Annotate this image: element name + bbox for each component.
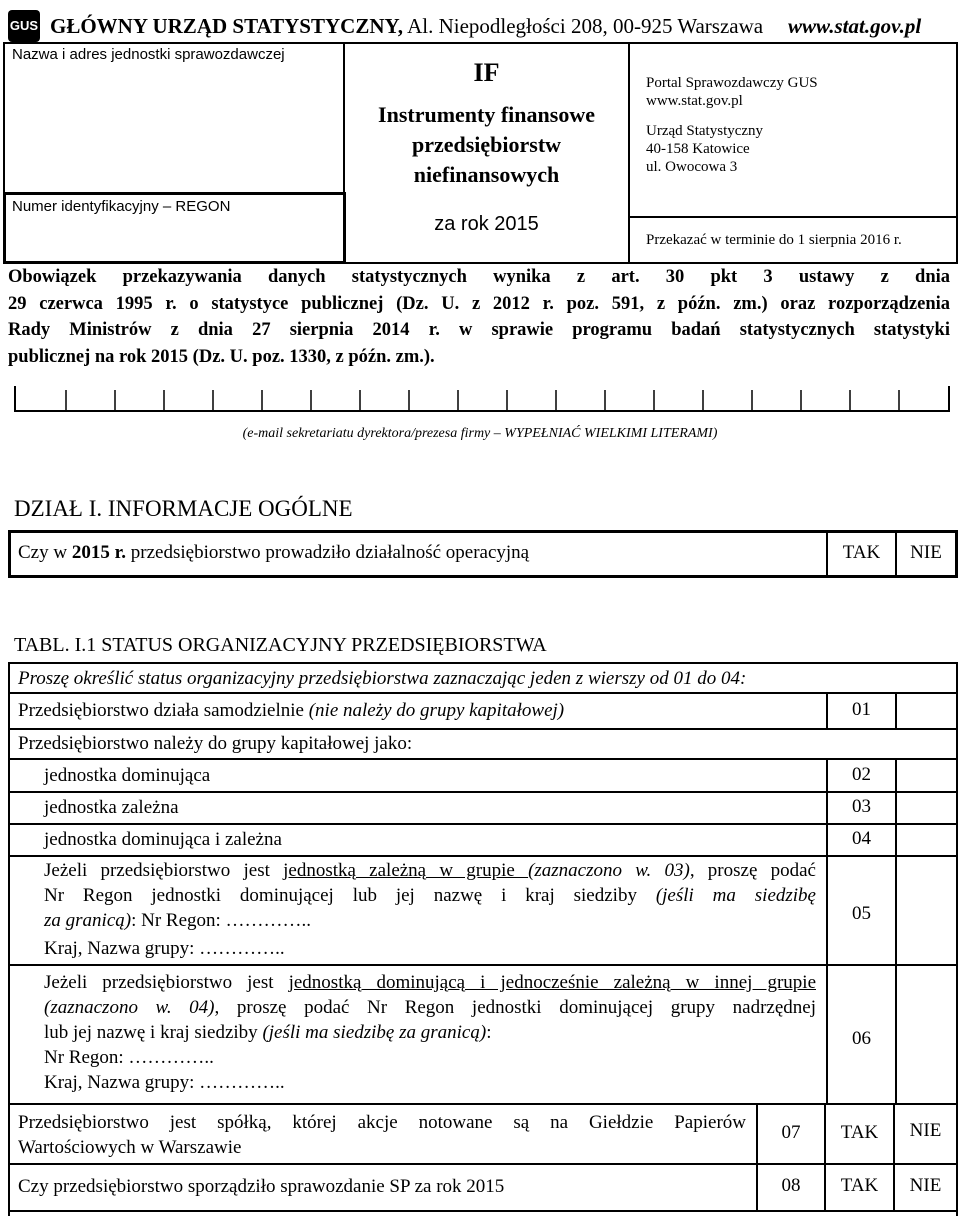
- legal-line-4: publicznej na rok 2015 (Dz. U. poz. 1330, z późn. zm.).: [8, 346, 435, 367]
- tbl-hline-7: [8, 964, 958, 966]
- legal-line-1: Obowiązek przekazywania danych statystycznych wynika z art. 30 pkt 3 ustawy z dnia: [8, 267, 950, 287]
- row-08-number: 08: [781, 1175, 801, 1196]
- row-08-no-option[interactable]: NIE: [909, 1175, 942, 1196]
- tbl-hline-2: [8, 728, 958, 730]
- row-06-group-field[interactable]: Kraj, Nazwa grupy: …………..: [44, 1072, 285, 1093]
- header-website: www.stat.gov.pl: [788, 14, 922, 38]
- row-06-regon-field[interactable]: Nr Regon: …………..: [44, 1047, 214, 1068]
- tbl-hline-4: [8, 791, 958, 793]
- tbl-hline-0: [8, 662, 958, 664]
- office-street: ul. Owocowa 3: [646, 159, 738, 175]
- q-year: 2015 r.: [71, 542, 127, 563]
- row-07-yes-option[interactable]: TAK: [840, 1122, 879, 1143]
- row-07-label: Przedsiębiorstwo jest spółką, której akcje notowane są na Giełdzie Papierów Wartościowych w Warszawie: [18, 1112, 746, 1158]
- form-title-1: Instrumenty finansowe: [378, 102, 595, 127]
- table-instruction: Proszę określić status organizacyjny przedsiębiorstwa zaznaczając jeden z wierszy od 01 do 04:: [18, 668, 747, 689]
- row-05-group-field[interactable]: Kraj, Nazwa grupy: …………..: [44, 938, 285, 959]
- form-title: [345, 100, 628, 190]
- deadline-divider: [628, 216, 958, 218]
- row-04-checkbox[interactable]: [897, 825, 956, 855]
- q-prefix: Czy w: [18, 542, 72, 563]
- row-08-label: Czy przedsiębiorstwo sporządziło sprawozdanie SP za rok 2015: [18, 1176, 505, 1197]
- operational-question: [18, 542, 529, 564]
- row-01-checkbox[interactable]: [897, 694, 956, 728]
- tbl-hline-5: [8, 823, 958, 825]
- row-01-number: 01: [852, 699, 871, 720]
- header-line: [50, 14, 763, 39]
- row-05-label: Jeżeli przedsiębiorstwo jest jednostką zależną w grupie (zaznaczono w. 03), proszę podać Nr Regon jednostki dominującej lub jej nazwę i kraj siedziby (jeśli ma siedzibę za granicą): Nr Regon: ………….. Kraj, Nazwa grupy: …………..: [44, 860, 816, 959]
- row-08-yes-option[interactable]: TAK: [840, 1175, 879, 1196]
- table-title: TABL. I.1 STATUS ORGANIZACYJNY PRZEDSIĘBIORSTWA: [14, 634, 547, 656]
- q-rest: przedsiębiorstwo prowadziło działalność operacyjną: [126, 542, 530, 563]
- email-caption: (e-mail sekretariatu dyrektora/prezesa firmy – WYPEŁNIAĆ WIELKIMI LITERAMI): [242, 426, 718, 441]
- legal-line-3: Rady Ministrów z dnia 27 sierpnia 2014 r. w sprawie programu badań statystycznych statystyki: [8, 320, 950, 340]
- row-07-number: 07: [781, 1122, 801, 1143]
- office-city: 40-158 Katowice: [646, 141, 750, 157]
- form-title-3: niefinansowych: [413, 162, 560, 187]
- row-03-label: jednostka zależna: [44, 797, 179, 818]
- office-name: Urząd Statystyczny: [646, 123, 764, 139]
- q-yes-option[interactable]: TAK: [842, 542, 881, 563]
- legal-line-2: 29 czerwca 1995 r. o statystyce publicznej (Dz. U. z 2012 r. poz. 591, z późn. zm.) oraz rozporządzenia: [8, 293, 950, 314]
- portal-url[interactable]: www.stat.gov.pl: [646, 93, 743, 109]
- row-01-label: Przedsiębiorstwo działa samodzielnie (nie należy do grupy kapitałowej): [18, 700, 565, 721]
- tbl-hline-9: [8, 1163, 958, 1165]
- tbl-hline-6: [8, 855, 958, 857]
- row-02-label: jednostka dominująca: [44, 765, 211, 786]
- form-code: IF: [473, 58, 500, 87]
- row-05-number: 05: [852, 903, 871, 924]
- row-02-checkbox[interactable]: [897, 760, 956, 791]
- row-06-label: Jeżeli przedsiębiorstwo jest jednostką dominującą i jednocześnie zależną w innej grupie (zaznaczono w. 04), proszę podać Nr Regon jednostki dominującej grupy nadrzędnej lub jej nazwę i kraj siedziby (jeśli ma siedzibę za granicą): Nr Regon: ………….. Kraj, Nazwa grupy: …………..: [44, 972, 816, 1093]
- group-label: Przedsiębiorstwo należy do grupy kapitałowej jako:: [18, 733, 413, 754]
- q-no-option[interactable]: NIE: [910, 542, 942, 563]
- unit-name-label: Nazwa i adres jednostki sprawozdawczej: [12, 46, 285, 63]
- row-03-checkbox[interactable]: [897, 793, 956, 823]
- tbl-hline-10: [8, 1210, 958, 1212]
- legal-text: [8, 264, 950, 370]
- row-04-number: 04: [852, 828, 871, 849]
- row-07-no-option[interactable]: NIE: [909, 1120, 942, 1141]
- form-title-2: przedsiębiorstw: [411, 132, 562, 157]
- form-year: za rok 2015: [434, 213, 539, 235]
- header-org: GŁÓWNY URZĄD STATYSTYCZNY,: [50, 14, 403, 38]
- row-04-label: jednostka dominująca i zależna: [44, 829, 282, 850]
- tbl-hline-8: [8, 1103, 958, 1105]
- section-title: DZIAŁ I. INFORMACJE OGÓLNE: [14, 496, 353, 521]
- divider-right: [628, 42, 630, 264]
- header-address: Al. Niepodległości 208, 00-925 Warszawa: [407, 14, 764, 38]
- row-03-number: 03: [852, 796, 871, 817]
- deadline: Przekazać w terminie do 1 sierpnia 2016 r.: [646, 232, 902, 248]
- tbl-hline-3: [8, 758, 958, 760]
- row-06-number: 06: [852, 1028, 871, 1049]
- row-02-number: 02: [852, 764, 871, 785]
- tbl-hline-1: [8, 692, 958, 694]
- row-05-regon-field[interactable]: : Nr Regon: …………..: [131, 910, 312, 931]
- gus-logo: GUS: [8, 10, 40, 42]
- email-char-grid: [14, 386, 950, 412]
- portal-info: [646, 74, 818, 176]
- regon-label: Numer identyfikacyjny – REGON: [12, 198, 231, 215]
- email-input[interactable]: [14, 386, 950, 412]
- portal-name: Portal Sprawozdawczy GUS: [646, 75, 818, 91]
